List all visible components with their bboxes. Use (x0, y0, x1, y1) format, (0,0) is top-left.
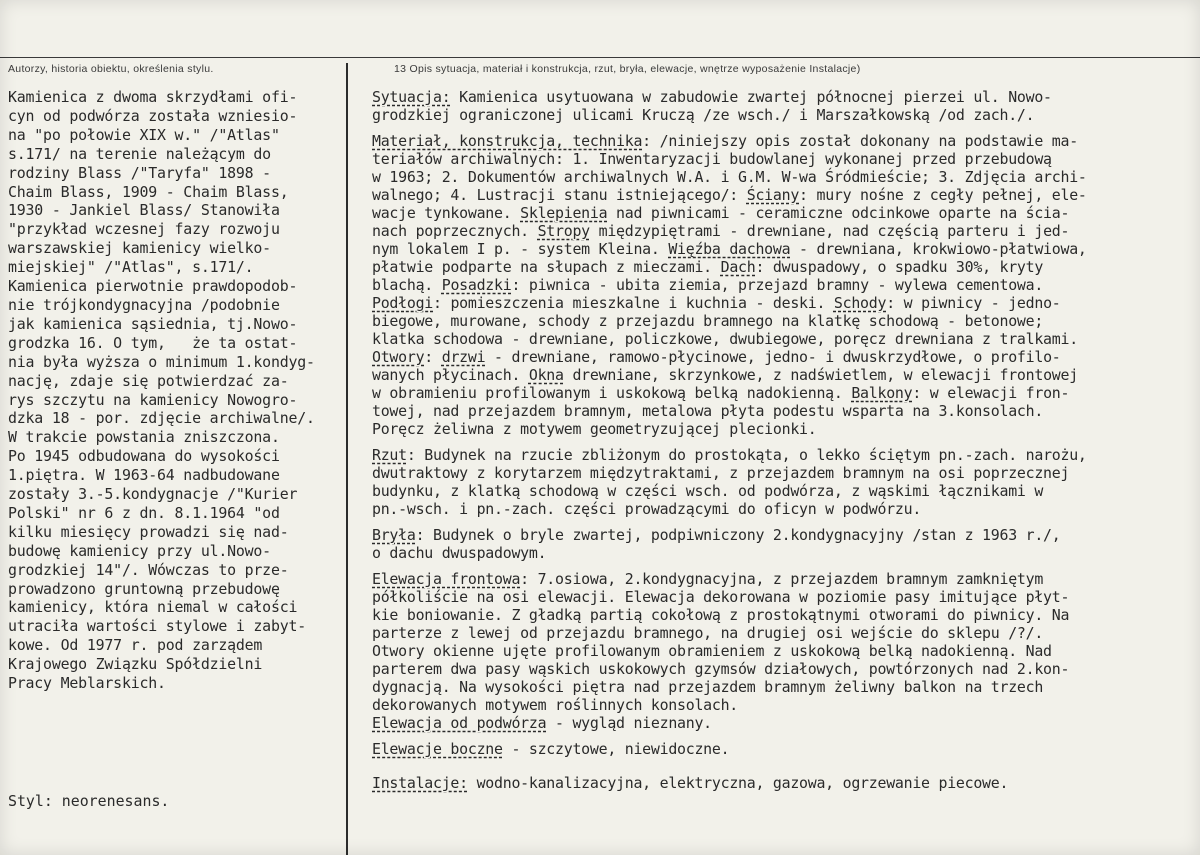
heading-sciany: Ściany (746, 186, 800, 204)
history-line: nia była wyższa o minimum 1.kondyg- (8, 352, 315, 371)
text: dekorowanych motywem roślinnych konsolach. (372, 696, 739, 714)
text: biegowe, murowane, schody z przejazdu bramnego na klatkę schodową - betonowe; (372, 312, 1044, 330)
section-rzut (372, 446, 1194, 518)
text: nach poprzecznych. (372, 222, 538, 240)
history-line: grodzkiej 14"/. Wówczas to prze- (8, 560, 289, 579)
text: drewniane, skrzynkowe, z nadświetlem, w elewacji frontowej (563, 366, 1078, 384)
text: : Budynek na rzucie zbliżonym do prostokąta, o lekko ściętym pn.-zach. narożu, (406, 446, 1087, 464)
text: - szczytowe, niewidoczne. (502, 740, 730, 758)
history-line: W trakcie powstania zniszczona. (8, 428, 280, 447)
heading-elewacja-podworze: Elewacja od podwórza (372, 714, 547, 732)
header-right: 13 Opis sytuacja, materiał i konstrukcja, rzut, bryła, elewacje, wnętrze wyposażenie Instalacje) (394, 63, 861, 75)
history-line: kilku miesięcy prowadzi się nad- (8, 522, 289, 541)
history-line: kowe. Od 1977 r. pod zarządem (8, 636, 263, 655)
text: walnego; 4. Lustracji stanu istniejącego/: (372, 186, 747, 204)
heading-wiezba: Więźba dachowa (668, 240, 791, 258)
heading-okna: Okna (528, 366, 564, 384)
history-line: Po 1945 odbudowana do wysokości (8, 447, 280, 466)
history-line: nie trójkondygnacyjna /podobnie (8, 295, 280, 314)
history-line: 1.piętra. W 1963-64 nadbudowane (8, 466, 280, 485)
section-elewacje-boczne (372, 740, 1194, 758)
history-line: 1930 - Jankiel Blass/ Stanowiła (8, 201, 280, 220)
top-divider (0, 57, 1200, 58)
heading-bryla: Bryła (372, 526, 416, 544)
text: wodno-kanalizacyjna, elektryczna, gazowa, ogrzewanie piecowe. (467, 774, 1009, 792)
text: w 1963; 2. Dokumentów archiwalnych W.A. i G.M. W-wa Śródmieście; 3. Zdjęcia archi- (372, 168, 1087, 186)
text: : 7.osiowa, 2.kondygnacyjna, z przejazdem bramnym zamkniętym (520, 570, 1044, 588)
text: parterze z lewej od przejazdu bramnego, na drugiej osi wejście do sklepu /?/. (372, 624, 1044, 642)
history-line: cyn od podwórza została wzniesio- (8, 106, 298, 125)
history-line: "przykład wczesnej fazy rozwoju (8, 220, 280, 239)
heading-stropy: Stropy (537, 222, 590, 240)
text: : (424, 348, 442, 366)
text: grodzkiej ograniczonej ulicami Kruczą /ze wsch./ i Marszałkowską /od zach./. (372, 106, 1035, 124)
text: Otwory okienne ujęte profilowanym obramieniem z uskokową belką nadokienną. Nad (372, 642, 1052, 660)
text: teriałów archiwalnych: 1. Inwentaryzacji budowlanej wykonanej przed przebudową (372, 150, 1052, 168)
text: półkoliście na osi elewacji. Elewacja dekorowana w poziomie pasy imitujące płyt- (372, 588, 1070, 606)
heading-sytuacja: Sytuacja: (372, 88, 451, 106)
history-line: prowadzono gruntowną przebudowę (8, 579, 280, 598)
heading-elewacja-frontowa: Elewacja frontowa (372, 570, 521, 588)
history-line: Kamienica pierwotnie prawdopodob- (8, 277, 298, 296)
text: płatwie podparte na słupach z mieczami. (372, 258, 721, 276)
heading-material: Materiał, konstrukcja, technika (372, 132, 643, 150)
column-divider (346, 63, 348, 855)
history-line: s.171/ na terenie należącym do (8, 144, 271, 163)
heading-balkony: Balkony (851, 384, 913, 402)
history-line: rodziny Blass /"Taryfa" 1898 - (8, 163, 271, 182)
text: nym lokalem I p. - system Kleina. (372, 240, 669, 258)
text: : piwnica - ubita ziemia, przejazd bramny - wylewa cementowa. (511, 276, 1044, 294)
history-line: kamienicy, która niemal w całości (8, 598, 298, 617)
history-line: nację, zdaje się potwierdzać za- (8, 371, 289, 390)
header-left: Autorzy, historia obiektu, określenia stylu. (8, 63, 214, 75)
text: Poręcz żeliwna z motywem geometryzującej plecionki. (372, 420, 817, 438)
section-bryla (372, 526, 1194, 562)
heading-schody: Schody (833, 294, 887, 312)
description-column (372, 88, 1194, 800)
text: międzypiętrami - drewniane, nad częścią parteru i jed- (589, 222, 1070, 240)
history-line: rys szczytu na kamienicy Nowogro- (8, 390, 298, 409)
section-sytuacja (372, 88, 1194, 124)
heading-dach: Dach (720, 258, 756, 276)
heading-elewacje-boczne: Elewacje boczne (372, 740, 503, 758)
text: o dachu dwuspadowym. (372, 544, 547, 562)
text: parterem dwa pasy wąskich uskokowych gzymsów działowych, powtórzonych nad 2.kon- (372, 660, 1070, 678)
text: towej, nad przejazdem bramnym, metalowa płyta podestu wsparta na 3.konsolach. (372, 402, 1044, 420)
text: - drewniane, ramowo-płycinowe, jedno- i dwuskrzydłowe, o profilo- (485, 348, 1061, 366)
heading-sklepienia: Sklepienia (520, 204, 608, 222)
heading-podlogi: Podłogi (372, 294, 434, 312)
text: Kamienica usytuowana w zabudowie zwartej północnej pierzei ul. Nowo- (450, 88, 1052, 106)
text: : w piwnicy - jedno- (886, 294, 1061, 312)
history-line: budowę kamienicy przy ul.Nowo- (8, 541, 271, 560)
history-line: Polski" nr 6 z dn. 8.1.1964 "od (8, 503, 280, 522)
history-line: miejskiej" /"Atlas", s.171/. (8, 258, 254, 277)
history-line: dzka 18 - por. zdjęcie archiwalne/. (8, 409, 315, 428)
section-elewacja-frontowa (372, 570, 1194, 714)
history-line: Chaim Blass, 1909 - Chaim Blass, (8, 182, 289, 201)
heading-drzwi: drzwi (441, 348, 486, 366)
history-line: Kamienica z dwoma skrzydłami ofi- (8, 88, 298, 106)
section-instalacje (372, 774, 1194, 792)
text: nad piwnicami - ceramiczne odcinkowe oparte na ścia- (607, 204, 1070, 222)
history-column (8, 88, 344, 693)
history-line: Krajowego Związku Spółdzielni (8, 655, 263, 674)
style-line: Styl: neorenesans. (8, 792, 170, 810)
history-line: grodzka 16. O tym, że ta ostat- (8, 333, 298, 352)
text: wacje tynkowane. (372, 204, 521, 222)
text: wanych płycinach. (372, 366, 529, 384)
text: klatka schodowa - drewniane, policzkowe, dwubiegowe, poręcz drewniana z tralkami. (372, 330, 1078, 348)
text: : /niniejszy opis został dokonany na podstawie ma- (642, 132, 1078, 150)
text: : w elewacji fron- (912, 384, 1070, 402)
text: w obramieniu profilowanym i uskokową belką nadokienną. (372, 384, 852, 402)
text: blachą. (372, 276, 442, 294)
history-line: jak kamienica sąsiednia, tj.Nowo- (8, 314, 298, 333)
text: - wygląd nieznany. (546, 714, 712, 732)
history-line: utraciła wartości stylowe i zabyt- (8, 617, 307, 636)
text: : pomieszczenia mieszkalne i kuchnia - deski. (433, 294, 834, 312)
section-elewacja-podworze (372, 714, 1194, 732)
history-line: Pracy Meblarskich. (8, 674, 166, 693)
text: pn.-wsch. i pn.-zach. części prowadzącymi do oficyn w podwórzu. (372, 500, 922, 518)
heading-instalacje: Instalacje: (372, 774, 468, 792)
section-material (372, 132, 1194, 438)
history-line: warszawskiej kamienicy wielko- (8, 239, 271, 258)
text: : Budynek o bryle zwartej, podpiwniczony 2.kondygnacyjny /stan z 1963 r./, (415, 526, 1061, 544)
text: : dwuspadowy, o spadku 30%, kryty (755, 258, 1044, 276)
heading-posadzki: Posadzki (441, 276, 512, 294)
text: kie boniowanie. Z gładką partią cokołową z prostokątnymi otworami do piwnicy. Na (372, 606, 1070, 624)
text: : mury nośne z cegły pełnej, ele- (799, 186, 1087, 204)
history-line: na "po połowie XIX w." /"Atlas" (8, 125, 280, 144)
heading-rzut: Rzut (372, 446, 407, 464)
history-line: zostały 3.-5.kondygnacje /"Kurier (8, 485, 298, 504)
text: budynku, z klatką schodową w części wsch. od podwórza, z wąskimi łącznikami w (372, 482, 1044, 500)
heading-otwory: Otwory (372, 348, 425, 366)
text: dwutraktowy z korytarzem międzytraktami, z przejazdem bramnym na osi poprzecznej (372, 464, 1070, 482)
text: dygnacją. Na wysokości piętra nad przejazdem bramnym żeliwny balkon na trzech (372, 678, 1044, 696)
text: - drewniana, krokwiowo-płatwiowa, (790, 240, 1087, 258)
